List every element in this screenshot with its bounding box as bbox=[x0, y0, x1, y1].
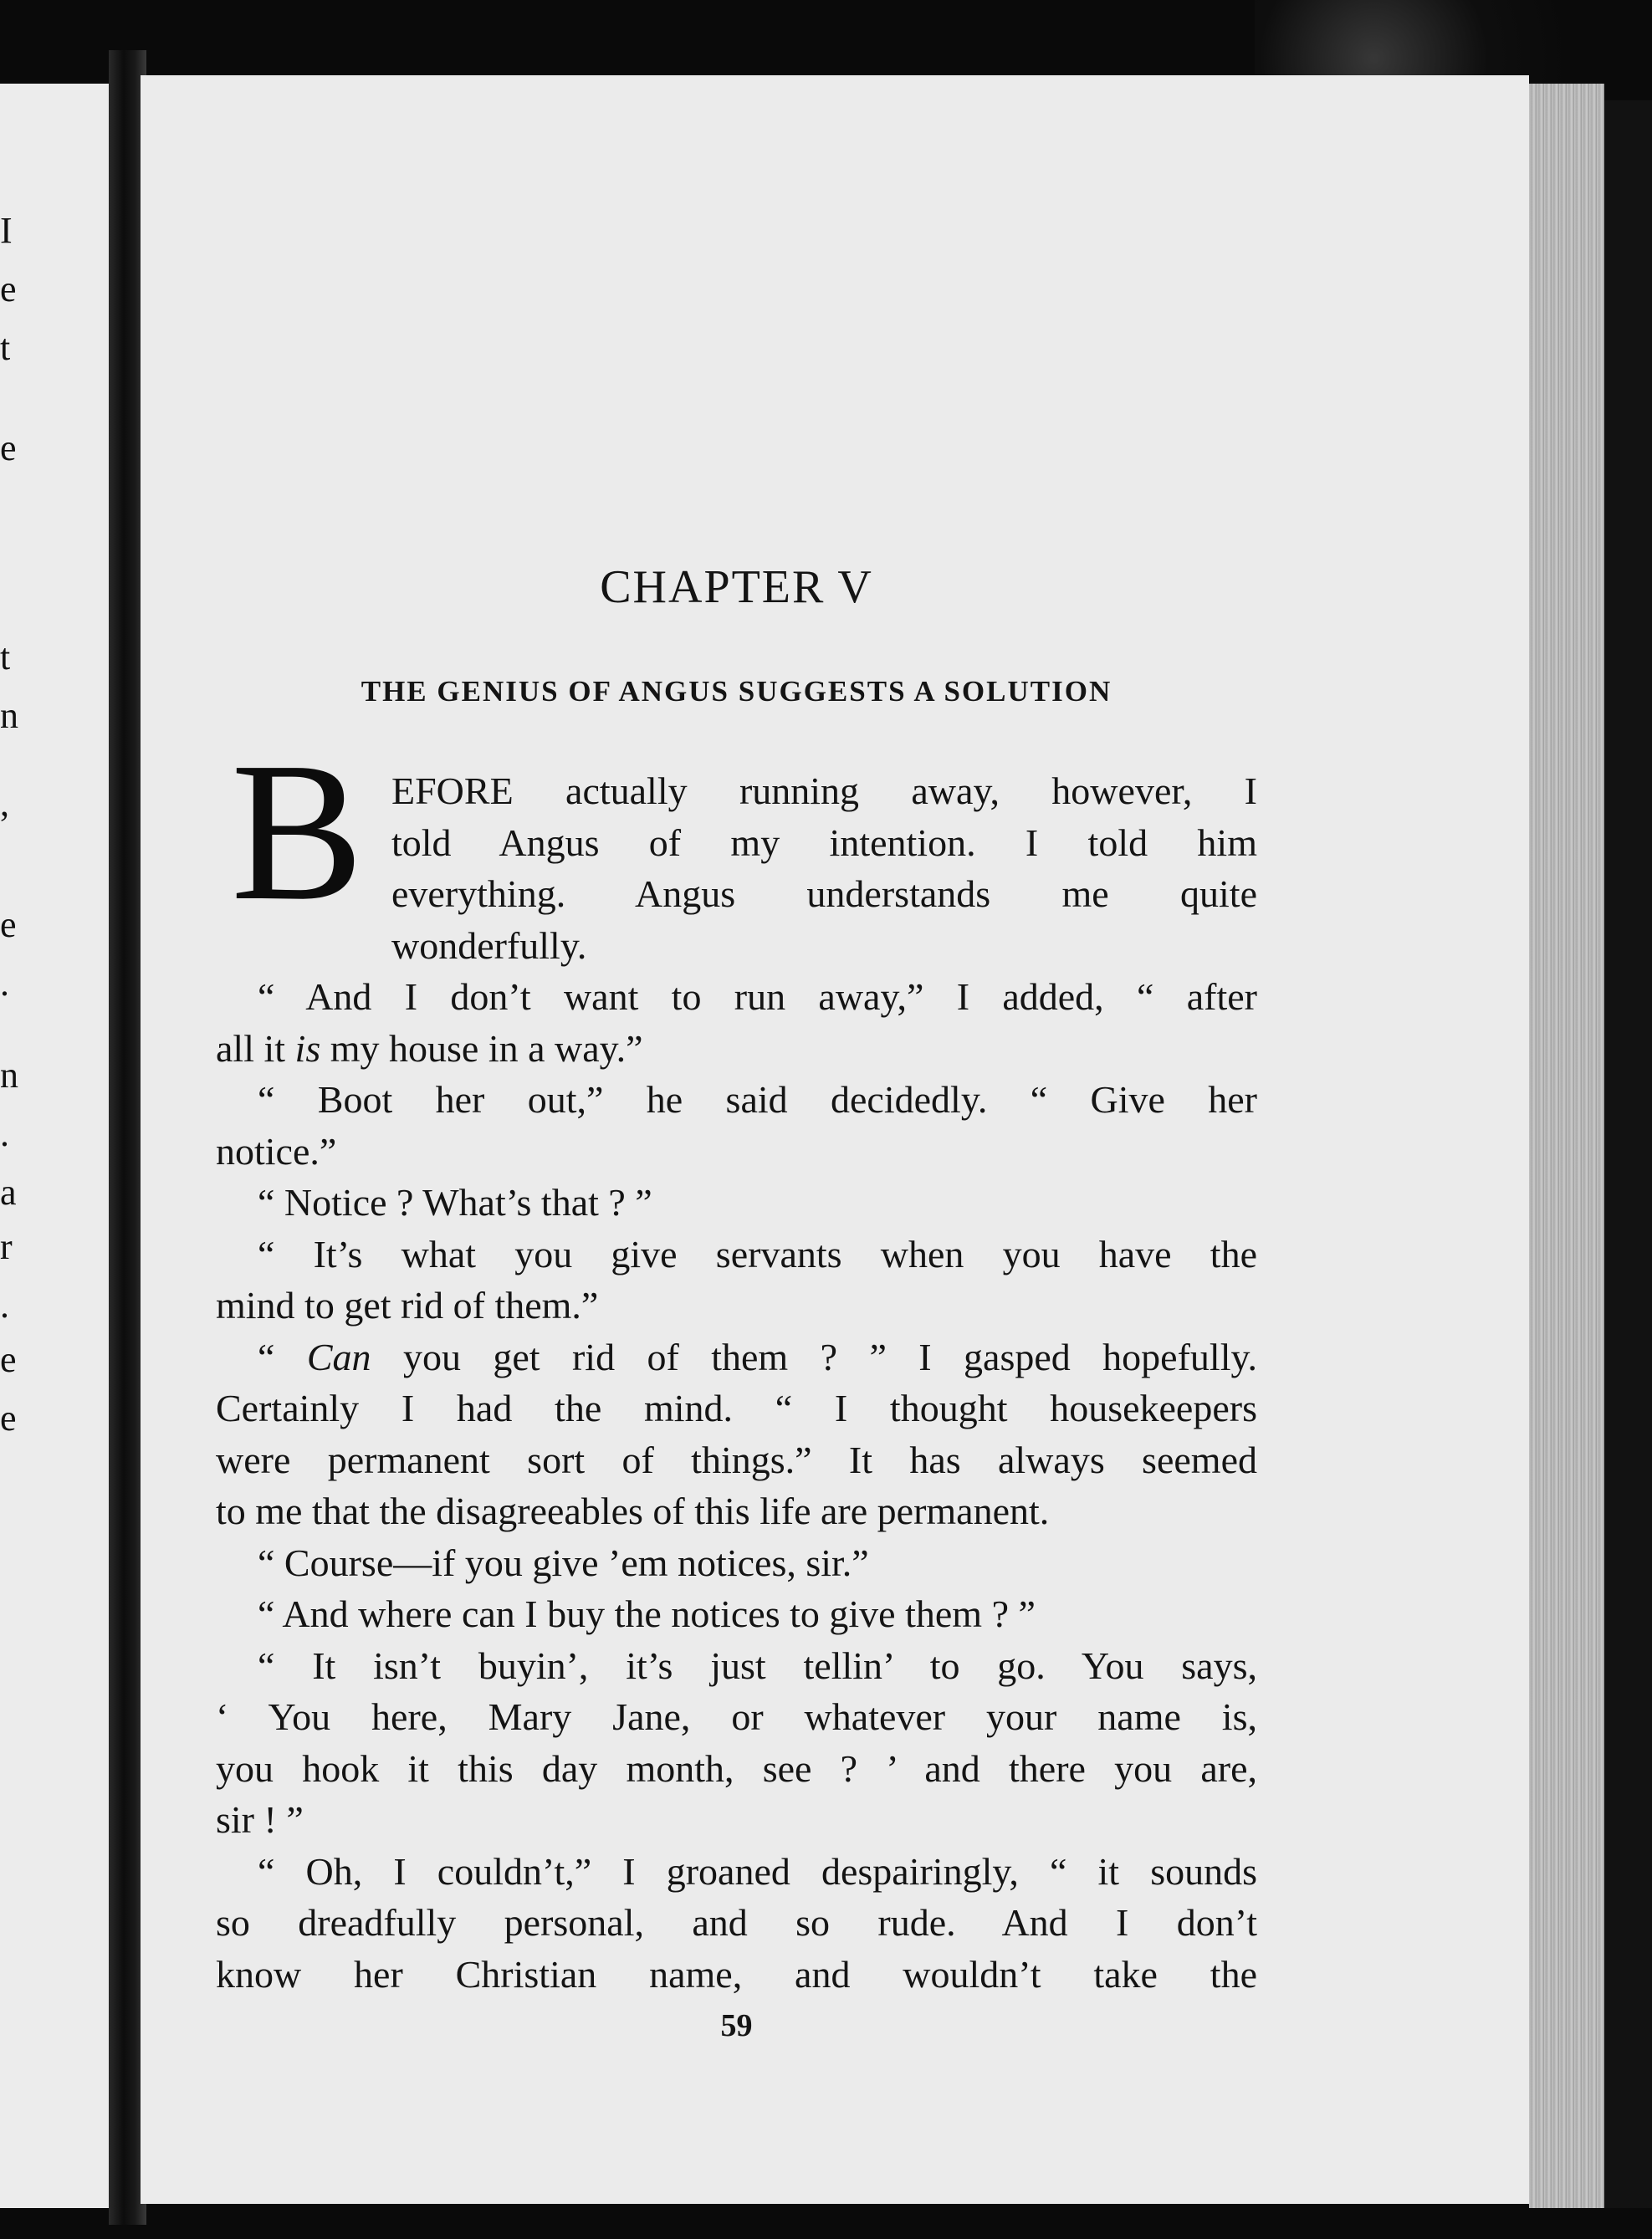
left-page-fragment: . bbox=[0, 963, 9, 1004]
text-line: “ Oh, I couldn’t,” I groaned despairingly, “ it sounds bbox=[258, 1849, 1257, 1893]
left-page-fragment: e bbox=[0, 427, 17, 468]
text-line: told Angus of my intention. I told him bbox=[391, 820, 1257, 864]
text-line: all it is my house in a way.” bbox=[216, 1026, 643, 1070]
text-line: mind to get rid of them.” bbox=[216, 1284, 599, 1327]
left-page-fragment: e bbox=[0, 1398, 17, 1439]
left-page-fragment: . bbox=[0, 1113, 9, 1154]
left-page-fragment: I bbox=[0, 210, 13, 251]
left-page-fragment: n bbox=[0, 1055, 18, 1096]
page-number: 59 bbox=[720, 2008, 753, 2043]
left-page-fragment: r bbox=[0, 1226, 13, 1267]
left-page-edge bbox=[0, 84, 109, 2208]
left-page-fragment: e bbox=[0, 904, 17, 945]
left-page-fragment: n bbox=[0, 695, 18, 736]
text-line: notice.” bbox=[216, 1129, 337, 1173]
text-line: “ Boot her out,” he said decidedly. “ Give her bbox=[258, 1078, 1257, 1121]
left-page-fragment: e bbox=[0, 268, 17, 309]
chapter-subtitle: THE GENIUS OF ANGUS SUGGESTS A SOLUTION bbox=[361, 675, 1112, 708]
text-line: know her Christian name, and wouldn’t take the bbox=[216, 1952, 1257, 1996]
text-line: wonderfully. bbox=[391, 923, 587, 967]
text-line: were permanent sort of things.” It has always seemed bbox=[216, 1438, 1257, 1481]
text-line: everything. Angus understands me quite bbox=[391, 872, 1257, 915]
left-page-fragment: e bbox=[0, 1339, 17, 1380]
text-line: “ Notice ? What’s that ? ” bbox=[258, 1181, 652, 1224]
left-page-fragment: t bbox=[0, 327, 11, 368]
text-line: “ It’s what you give servants when you have the bbox=[258, 1232, 1257, 1275]
left-page-text-fragments bbox=[0, 84, 33, 2208]
book-cover-edge bbox=[1604, 100, 1652, 2208]
left-page-fragment: a bbox=[0, 1172, 17, 1213]
text-line: so dreadfully personal, and so rude. And I don’t bbox=[216, 1901, 1257, 1944]
text-line: you hook it this day month, see ? ’ and there you are, bbox=[216, 1746, 1257, 1790]
text-line: ‘ You here, Mary Jane, or whatever your name is, bbox=[216, 1695, 1257, 1738]
scan-noise bbox=[1255, 0, 1652, 84]
left-page-fragment: . bbox=[0, 1285, 9, 1326]
text-line: Certainly I had the mind. “ I thought housekeepers bbox=[216, 1387, 1257, 1429]
text-line: “ Course—if you give ’em notices, sir.” bbox=[258, 1541, 869, 1584]
chapter-title: CHAPTER V bbox=[600, 561, 873, 613]
left-page-fragment: , bbox=[0, 783, 9, 824]
text-line: sir ! ” bbox=[216, 1798, 304, 1841]
text-line: “ And where can I buy the notices to give them ? ” bbox=[258, 1592, 1036, 1635]
text-line: EFORE actually running away, however, I bbox=[391, 769, 1257, 812]
text-line: to me that the disagreeables of this life are permanent. bbox=[216, 1490, 1050, 1532]
left-page-fragment: t bbox=[0, 636, 11, 677]
text-line: “ It isn’t buyin’, it’s just tellin’ to go. You says, bbox=[258, 1643, 1257, 1687]
text-line: “ And I don’t want to run away,” I added, “ after bbox=[258, 975, 1257, 1018]
text-line: “ Can you get rid of them ? ” I gasped hopefully. bbox=[258, 1335, 1257, 1378]
drop-cap: B bbox=[231, 722, 364, 942]
page-edge-stack bbox=[1529, 84, 1604, 2208]
